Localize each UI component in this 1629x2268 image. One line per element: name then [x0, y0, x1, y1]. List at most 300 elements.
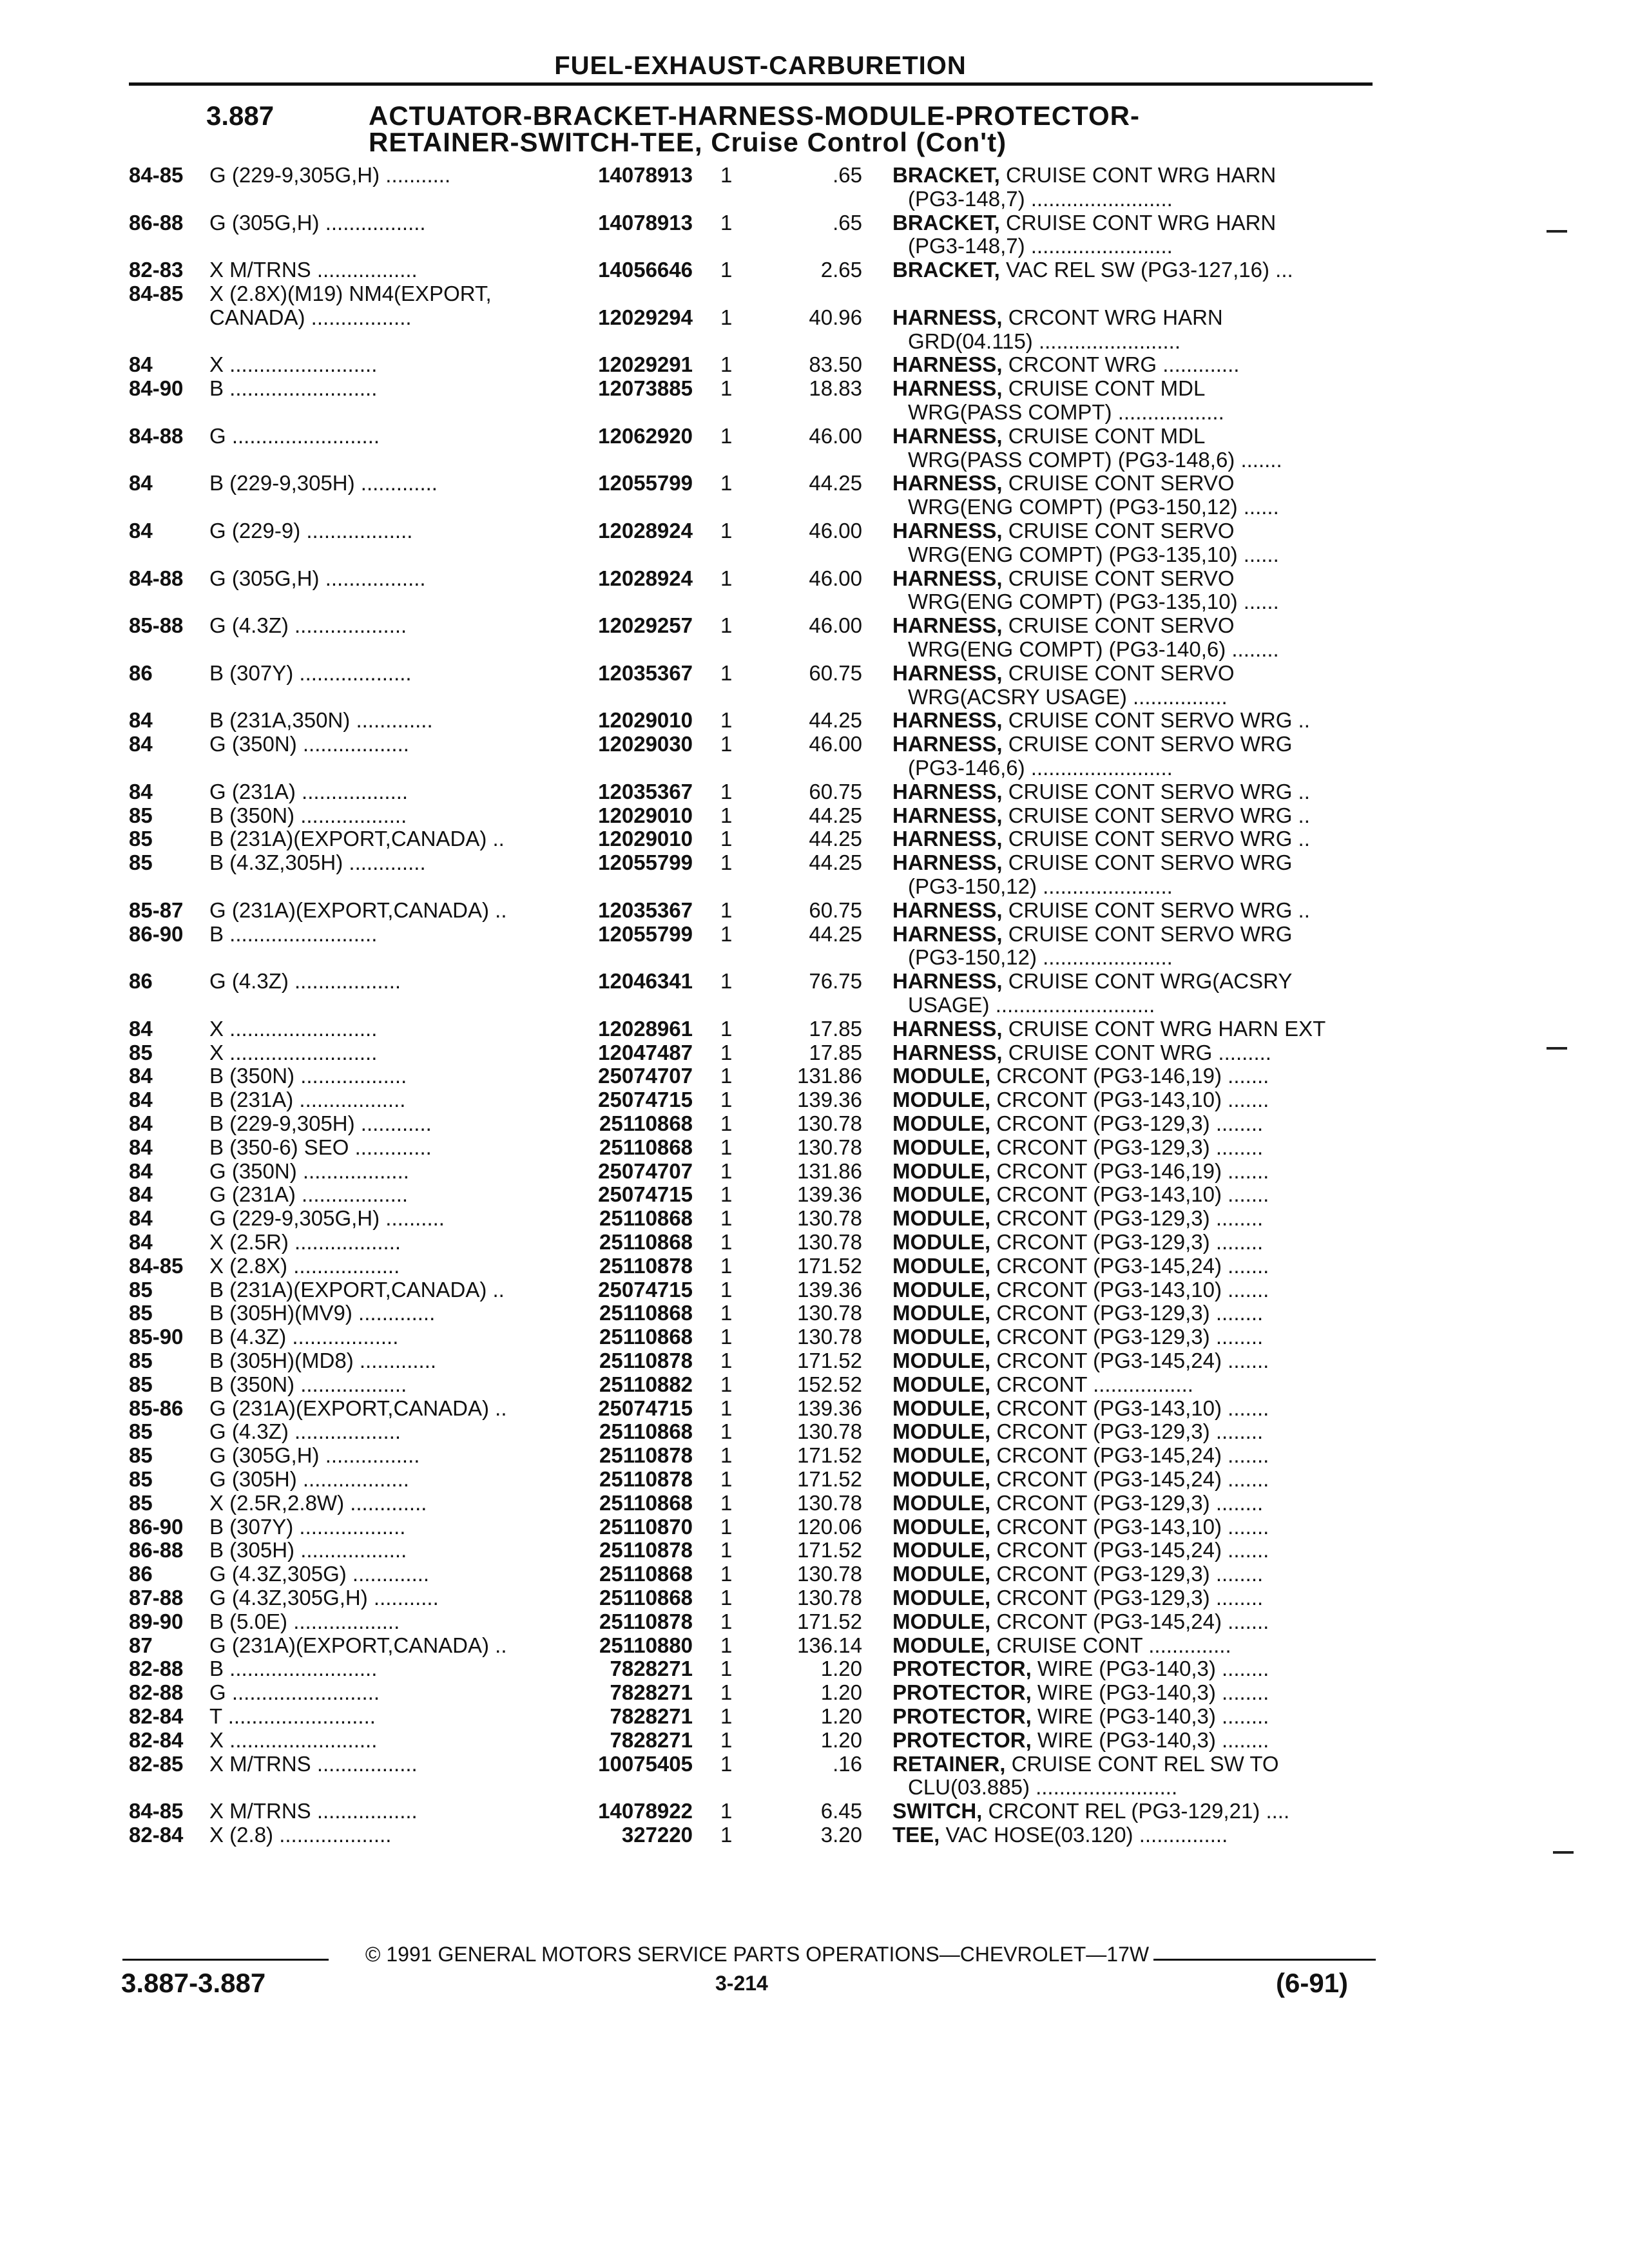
- row-part-number: 12035367: [598, 898, 693, 922]
- row-item-name: MODULE,: [892, 1182, 991, 1207]
- row-model: B (305H) ..................: [209, 1538, 407, 1562]
- row-year: 86-90: [129, 921, 184, 946]
- row-item-detail: VAC REL SW (PG3-127,16) ...: [1006, 258, 1293, 282]
- row-spacer: [1003, 471, 1008, 495]
- row-part-number: 25074715: [598, 1182, 693, 1207]
- row-model: X .........................: [209, 1040, 378, 1064]
- row-description: [892, 211, 1382, 235]
- row-description-continued: USAGE) ...........................: [908, 993, 1155, 1017]
- row-spacer: [990, 1586, 996, 1610]
- row-item-name: TEE,: [892, 1823, 940, 1847]
- row-spacer: [1003, 827, 1008, 850]
- row-spacer: [1003, 732, 1008, 756]
- row-quantity: 1: [720, 1182, 733, 1207]
- row-item-detail: WIRE (PG3-140,3) ........: [1037, 1680, 1269, 1705]
- row-model: G (305H) ..................: [209, 1467, 409, 1491]
- row-quantity: 1: [720, 1799, 733, 1823]
- row-description: [892, 1586, 1382, 1610]
- row-year: 85: [129, 1349, 153, 1372]
- row-year: 87: [129, 1633, 153, 1657]
- row-item-detail: WIRE (PG3-140,3) ........: [1037, 1704, 1269, 1728]
- row-quantity: 1: [720, 1609, 733, 1633]
- row-description: [892, 850, 1382, 874]
- row-description: [892, 1301, 1382, 1325]
- row-quantity: 1: [720, 1325, 733, 1349]
- row-quantity: 1: [720, 1301, 733, 1325]
- row-item-detail: CRUISE CONT SERVO WRG ..: [1008, 708, 1310, 733]
- row-year: 86: [129, 1562, 153, 1586]
- row-part-number: 12062920: [598, 423, 693, 448]
- row-item-detail: CRUISE CONT WRG HARN: [1006, 210, 1277, 235]
- row-item-name: HARNESS,: [892, 1016, 1003, 1041]
- row-item-detail: WIRE (PG3-140,3) ........: [1037, 1657, 1269, 1681]
- row-description: [892, 1610, 1382, 1633]
- row-quantity: 1: [720, 1064, 733, 1088]
- row-quantity: 1: [720, 352, 733, 377]
- row-year: 82-84: [129, 1704, 184, 1728]
- row-spacer: [940, 1823, 945, 1847]
- row-model: G (231A)(EXPORT,CANADA) ..: [209, 1396, 507, 1420]
- row-item-name: MODULE,: [892, 1490, 991, 1515]
- page-header-title: FUEL-EXHAUST-CARBURETION: [554, 52, 967, 80]
- row-item-detail: CRCONT (PG3-145,24) .......: [996, 1253, 1269, 1278]
- row-quantity: 1: [720, 210, 733, 235]
- row-model: G (305G,H) .................: [209, 566, 426, 590]
- row-description: [892, 1633, 1382, 1657]
- row-description: [892, 708, 1382, 732]
- row-year: 82-83: [129, 258, 184, 282]
- row-year: 84: [129, 1182, 153, 1207]
- row-part-number: 25074707: [598, 1064, 693, 1088]
- row-description: [892, 1017, 1382, 1041]
- row-item-name: HARNESS,: [892, 352, 1003, 377]
- row-year: 84: [129, 779, 153, 803]
- row-part-number: 14078913: [598, 210, 693, 235]
- row-description: [892, 258, 1382, 282]
- row-spacer: [1003, 566, 1008, 590]
- row-part-number: 25110868: [599, 1325, 693, 1349]
- row-description: [892, 1041, 1382, 1064]
- row-item-name: MODULE,: [892, 1206, 991, 1231]
- row-year: 84-85: [129, 163, 184, 187]
- row-quantity: 1: [720, 1751, 733, 1776]
- row-quantity: 1: [720, 898, 733, 922]
- row-quantity: 1: [720, 1158, 733, 1183]
- row-item-name: MODULE,: [892, 1277, 991, 1302]
- row-price: 130.78: [797, 1562, 862, 1586]
- row-item-detail: CRCONT (PG3-143,10) .......: [996, 1514, 1269, 1539]
- row-item-name: RETAINER,: [892, 1751, 1006, 1776]
- row-item-detail: CRCONT .................: [996, 1372, 1193, 1396]
- row-spacer: [990, 1230, 996, 1254]
- row-item-detail: CRCONT (PG3-129,3) ........: [996, 1562, 1264, 1586]
- row-part-number: 12047487: [598, 1040, 693, 1064]
- row-item-detail: CRUISE CONT SERVO WRG ..: [1008, 803, 1310, 827]
- row-part-number: 12055799: [598, 921, 693, 946]
- row-part-number: 25110878: [599, 1609, 693, 1633]
- row-year: 85: [129, 1301, 153, 1325]
- row-price: 46.00: [809, 423, 862, 448]
- row-year: 85: [129, 1419, 153, 1444]
- row-item-name: HARNESS,: [892, 732, 1003, 756]
- row-price: 1.20: [820, 1704, 862, 1728]
- row-description-continued: WRG(PASS COMPT) (PG3-148,6) .......: [908, 447, 1282, 472]
- row-year: 85: [129, 1443, 153, 1468]
- row-item-name: HARNESS,: [892, 779, 1003, 803]
- row-description: [892, 1372, 1382, 1396]
- row-year: 85-90: [129, 1325, 184, 1349]
- row-item-detail: CRCONT (PG3-145,24) .......: [996, 1538, 1269, 1562]
- row-year: 85: [129, 827, 153, 851]
- row-model: B (350-6) SEO .............: [209, 1135, 432, 1159]
- row-year: 85: [129, 850, 153, 875]
- row-spacer: [1003, 922, 1008, 946]
- row-item-detail: CRCONT (PG3-145,24) .......: [996, 1349, 1269, 1372]
- row-description-continued: CLU(03.885) ........................: [908, 1775, 1178, 1800]
- row-item-name: MODULE,: [892, 1562, 991, 1586]
- row-item-name: MODULE,: [892, 1158, 991, 1183]
- row-item-detail: CRUISE CONT SERVO WRG: [1008, 850, 1293, 875]
- row-year: 84: [129, 1088, 153, 1112]
- row-spacer: [1032, 1657, 1037, 1680]
- row-item-name: PROTECTOR,: [892, 1727, 1032, 1752]
- row-model: X (2.8) ...................: [209, 1823, 392, 1847]
- row-description: [892, 1325, 1382, 1349]
- row-item-detail: CRUISE CONT MDL: [1008, 376, 1206, 401]
- row-part-number: 12029257: [598, 613, 693, 638]
- row-part-number: 25110868: [599, 1301, 693, 1325]
- row-item-name: MODULE,: [892, 1253, 991, 1278]
- row-quantity: 1: [720, 1490, 733, 1515]
- row-item-name: HARNESS,: [892, 1040, 1003, 1064]
- row-part-number: 327220: [621, 1823, 693, 1847]
- row-price: 139.36: [797, 1182, 862, 1207]
- row-item-name: MODULE,: [892, 1609, 991, 1633]
- row-part-number: 12029030: [598, 732, 693, 756]
- row-model: G (231A) ..................: [209, 779, 409, 803]
- row-year: 82-88: [129, 1657, 184, 1681]
- row-quantity: 1: [720, 1538, 733, 1562]
- row-description: [892, 1728, 1382, 1752]
- row-part-number: 12055799: [598, 471, 693, 495]
- row-item-name: MODULE,: [892, 1633, 991, 1657]
- row-year: 84: [129, 1064, 153, 1088]
- row-item-detail: CRUISE CONT SERVO WRG ..: [1008, 827, 1310, 851]
- row-item-name: HARNESS,: [892, 827, 1003, 851]
- row-year: 85: [129, 1467, 153, 1491]
- row-spacer: [990, 1325, 996, 1349]
- row-part-number: 25110870: [599, 1514, 693, 1539]
- row-model: G (231A)(EXPORT,CANADA) ..: [209, 1633, 507, 1657]
- row-item-detail: CRUISE CONT MDL: [1008, 423, 1206, 448]
- row-spacer: [990, 1088, 996, 1111]
- row-spacer: [990, 1159, 996, 1183]
- row-quantity: 1: [720, 305, 733, 329]
- row-part-number: 25074707: [598, 1158, 693, 1183]
- row-spacer: [1005, 1752, 1011, 1776]
- row-spacer: [1003, 969, 1008, 993]
- row-price: 171.52: [797, 1349, 862, 1372]
- row-item-name: MODULE,: [892, 1135, 991, 1159]
- row-model: X (2.8X) ..................: [209, 1253, 400, 1278]
- row-description: [892, 780, 1382, 803]
- row-description: [892, 1538, 1382, 1562]
- row-item-detail: CRUISE CONT SERVO WRG: [1008, 921, 1293, 946]
- row-model: B (305H)(MV9) .............: [209, 1301, 436, 1325]
- margin-mark: [1553, 1851, 1574, 1854]
- row-spacer: [1003, 708, 1008, 732]
- row-item-detail: CRCONT (PG3-129,3) ........: [996, 1230, 1264, 1254]
- section-title-line2: RETAINER-SWITCH-TEE, Cruise Control (Con't): [369, 127, 1007, 157]
- row-price: 6.45: [820, 1799, 862, 1823]
- footer-page-number: 3-214: [715, 1972, 768, 1995]
- row-description: [892, 827, 1382, 850]
- row-part-number: 14078922: [598, 1799, 693, 1823]
- row-quantity: 1: [720, 1680, 733, 1705]
- row-item-name: MODULE,: [892, 1419, 991, 1444]
- row-year: 85: [129, 1372, 153, 1396]
- row-item-detail: CRUISE CONT SERVO: [1008, 519, 1235, 543]
- row-price: 130.78: [797, 1586, 862, 1610]
- row-description-continued: WRG(ENG COMPT) (PG3-140,6) ........: [908, 637, 1279, 661]
- row-year: 85: [129, 1490, 153, 1515]
- row-spacer: [990, 1372, 996, 1396]
- row-price: .16: [833, 1751, 862, 1776]
- row-spacer: [1003, 519, 1008, 543]
- row-price: 44.25: [809, 850, 862, 875]
- row-spacer: [990, 1562, 996, 1586]
- row-price: 139.36: [797, 1396, 862, 1420]
- row-price: 131.86: [797, 1158, 862, 1183]
- row-item-detail: CRCONT (PG3-143,10) .......: [996, 1182, 1269, 1207]
- row-quantity: 1: [720, 1633, 733, 1657]
- row-spacer: [1003, 898, 1008, 922]
- row-item-detail: CRUISE CONT WRG HARN: [1006, 163, 1277, 187]
- row-quantity: 1: [720, 1823, 733, 1847]
- row-model: B (350N) ..................: [209, 803, 407, 827]
- row-spacer: [1000, 258, 1006, 282]
- row-item-name: MODULE,: [892, 1349, 991, 1372]
- row-spacer: [990, 1633, 996, 1657]
- row-spacer: [990, 1467, 996, 1491]
- row-description: [892, 1182, 1382, 1206]
- row-year: 85: [129, 1277, 153, 1302]
- row-quantity: 1: [720, 779, 733, 803]
- row-description: [892, 1657, 1382, 1680]
- row-quantity: 1: [720, 1135, 733, 1159]
- row-spacer: [990, 1278, 996, 1302]
- row-quantity: 1: [720, 471, 733, 495]
- margin-mark: [1547, 1047, 1567, 1050]
- row-item-name: HARNESS,: [892, 921, 1003, 946]
- row-year: 84: [129, 1016, 153, 1041]
- row-year: 87-88: [129, 1586, 184, 1610]
- row-model: B (231A) ..................: [209, 1088, 406, 1112]
- row-description: [892, 1064, 1382, 1088]
- row-quantity: 1: [720, 1230, 733, 1254]
- row-spacer: [990, 1206, 996, 1230]
- row-description: [892, 922, 1382, 946]
- row-model: G (231A)(EXPORT,CANADA) ..: [209, 898, 507, 922]
- row-description: [892, 519, 1382, 543]
- footer-rule-right: [1153, 1959, 1376, 1961]
- row-model: X .........................: [209, 352, 378, 377]
- row-spacer: [1003, 352, 1008, 376]
- row-year: 86-88: [129, 210, 184, 235]
- row-price: 44.25: [809, 827, 862, 851]
- row-model: B (229-9,305H) .............: [209, 471, 438, 495]
- row-year: 84: [129, 1111, 153, 1135]
- row-price: 171.52: [797, 1467, 862, 1491]
- row-price: 130.78: [797, 1419, 862, 1444]
- row-spacer: [1032, 1704, 1037, 1728]
- row-price: 83.50: [809, 352, 862, 377]
- row-item-name: PROTECTOR,: [892, 1704, 1032, 1728]
- row-part-number: 12028924: [598, 566, 693, 590]
- row-part-number: 25110868: [599, 1562, 693, 1586]
- row-model: G .........................: [209, 1680, 380, 1705]
- row-part-number: 14056646: [598, 258, 693, 282]
- row-description: [892, 1704, 1382, 1728]
- row-item-name: HARNESS,: [892, 376, 1003, 401]
- row-part-number: 25074715: [598, 1396, 693, 1420]
- row-price: 131.86: [797, 1064, 862, 1088]
- row-quantity: 1: [720, 1396, 733, 1420]
- row-description-continued: (PG3-150,12) ......................: [908, 874, 1173, 898]
- row-model: B (305H)(MD8) .............: [209, 1349, 437, 1372]
- row-spacer: [990, 1396, 996, 1420]
- row-year: 84: [129, 732, 153, 756]
- row-price: 130.78: [797, 1301, 862, 1325]
- row-quantity: 1: [720, 1088, 733, 1112]
- row-item-detail: CRCONT (PG3-145,24) .......: [996, 1609, 1269, 1633]
- row-spacer: [990, 1610, 996, 1633]
- row-spacer: [990, 1111, 996, 1135]
- row-price: 130.78: [797, 1230, 862, 1254]
- row-item-name: MODULE,: [892, 1514, 991, 1539]
- row-price: 130.78: [797, 1490, 862, 1515]
- row-spacer: [990, 1515, 996, 1539]
- row-price: 3.20: [820, 1823, 862, 1847]
- footer-section-range: 3.887-3.887: [121, 1968, 266, 1998]
- row-item-name: MODULE,: [892, 1586, 991, 1610]
- row-price: 171.52: [797, 1609, 862, 1633]
- row-year: 84-88: [129, 423, 184, 448]
- row-quantity: 1: [720, 1562, 733, 1586]
- row-description-continued: WRG(PASS COMPT) ..................: [908, 400, 1224, 424]
- row-part-number: 25110868: [599, 1586, 693, 1610]
- row-quantity: 1: [720, 827, 733, 851]
- row-item-name: BRACKET,: [892, 163, 1000, 187]
- row-item-name: HARNESS,: [892, 898, 1003, 922]
- row-item-detail: CRUISE CONT SERVO: [1008, 660, 1235, 685]
- row-quantity: 1: [720, 1372, 733, 1396]
- row-item-name: HARNESS,: [892, 969, 1003, 994]
- row-quantity: 1: [720, 969, 733, 994]
- row-part-number: 7828271: [610, 1680, 693, 1705]
- row-model: X .........................: [209, 1016, 378, 1041]
- row-spacer: [1003, 613, 1008, 637]
- row-model: G (231A) ..................: [209, 1182, 409, 1207]
- row-model: B (5.0E) ..................: [209, 1609, 400, 1633]
- row-price: 18.83: [809, 376, 862, 401]
- row-spacer: [1000, 163, 1006, 187]
- row-part-number: 7828271: [610, 1727, 693, 1752]
- row-model: B (307Y) ...................: [209, 660, 412, 685]
- row-price: 46.00: [809, 519, 862, 543]
- row-model: B (231A)(EXPORT,CANADA) ..: [209, 827, 505, 851]
- row-model: G (350N) ..................: [209, 732, 409, 756]
- row-model: B (4.3Z) ..................: [209, 1325, 399, 1349]
- row-part-number: 25110868: [599, 1135, 693, 1159]
- row-spacer: [990, 1301, 996, 1325]
- row-description-continued: (PG3-150,12) ......................: [908, 945, 1173, 970]
- row-spacer: [1032, 1680, 1037, 1704]
- row-model: X M/TRNS .................: [209, 1799, 418, 1823]
- row-item-detail: CRCONT (PG3-143,10) .......: [996, 1396, 1269, 1420]
- row-quantity: 1: [720, 1040, 733, 1064]
- row-item-detail: CRUISE CONT ..............: [996, 1633, 1231, 1657]
- row-description: [892, 1278, 1382, 1302]
- row-description-continued: (PG3-148,7) ........................: [908, 234, 1173, 258]
- row-spacer: [1003, 305, 1008, 329]
- row-year: 82-88: [129, 1680, 184, 1705]
- row-spacer: [1003, 850, 1008, 874]
- footer-rule-left: [122, 1959, 329, 1961]
- row-description: [892, 1491, 1382, 1515]
- row-model: B (229-9,305H) ............: [209, 1111, 432, 1135]
- row-item-name: MODULE,: [892, 1372, 991, 1396]
- row-part-number: 25110878: [599, 1349, 693, 1372]
- row-part-number: 12029010: [598, 803, 693, 827]
- row-quantity: 1: [720, 1016, 733, 1041]
- margin-mark: [1547, 230, 1567, 233]
- row-model: B (231A)(EXPORT,CANADA) ..: [209, 1277, 505, 1302]
- row-description: [892, 1443, 1382, 1467]
- row-part-number: 12028961: [598, 1016, 693, 1041]
- row-item-detail: CRCONT (PG3-143,10) .......: [996, 1088, 1269, 1112]
- row-item-detail: CRUISE CONT SERVO: [1008, 613, 1235, 638]
- row-item-detail: CRUISE CONT WRG(ACSRY: [1008, 969, 1293, 994]
- row-description: [892, 566, 1382, 590]
- row-year: 84-85: [129, 1253, 184, 1278]
- row-item-detail: WIRE (PG3-140,3) ........: [1037, 1727, 1269, 1752]
- row-model: B (231A,350N) .............: [209, 708, 433, 733]
- row-price: 44.25: [809, 471, 862, 495]
- row-part-number: 25110878: [599, 1538, 693, 1562]
- row-model: B (4.3Z,305H) .............: [209, 850, 426, 875]
- row-description: [892, 1135, 1382, 1159]
- row-model: T .........................: [209, 1704, 376, 1728]
- footer-date-code: (6-91): [1276, 1968, 1349, 1998]
- row-model: B (350N) ..................: [209, 1372, 407, 1396]
- row-item-name: MODULE,: [892, 1467, 991, 1491]
- row-model: B .........................: [209, 1657, 378, 1681]
- row-spacer: [1003, 803, 1008, 827]
- row-item-detail: CRCONT (PG3-129,3) ........: [996, 1111, 1264, 1135]
- row-item-detail: CRCONT (PG3-145,24) .......: [996, 1467, 1269, 1491]
- row-year: 84-85: [129, 282, 184, 305]
- row-item-detail: CRCONT (PG3-146,19) .......: [996, 1064, 1269, 1088]
- row-item-name: HARNESS,: [892, 613, 1003, 638]
- row-price: 1.20: [820, 1680, 862, 1705]
- row-part-number: 25110880: [599, 1633, 693, 1657]
- row-spacer: [1003, 1041, 1008, 1064]
- row-year: 85: [129, 803, 153, 827]
- row-description: [892, 1680, 1382, 1704]
- row-quantity: 1: [720, 1277, 733, 1302]
- row-description-continued: (PG3-146,6) ........................: [908, 756, 1173, 780]
